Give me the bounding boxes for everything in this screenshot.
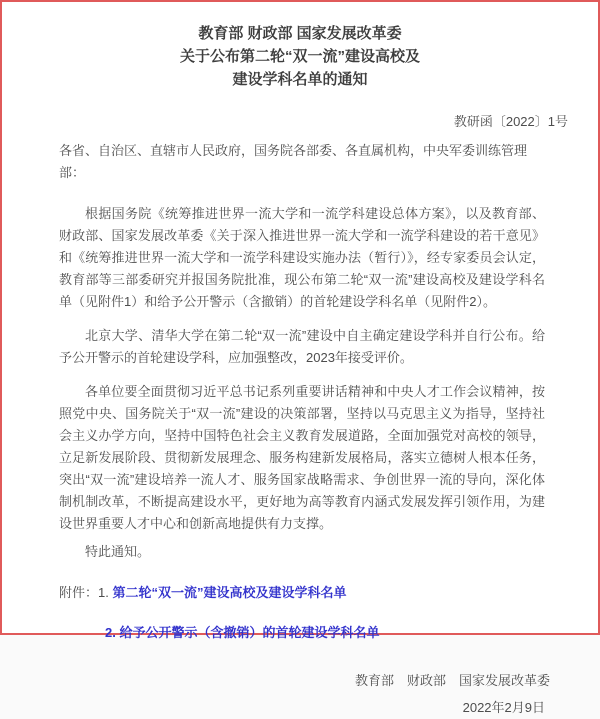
attachments-label: 附件： — [59, 585, 99, 600]
attachment-link-1[interactable]: 第二轮“双一流”建设高校及建设学科名单 — [112, 585, 347, 600]
attachment-link-2[interactable] — [105, 625, 379, 640]
document-title — [2, 22, 598, 91]
salutation: 各省、自治区、直辖市人民政府，国务院各部委、各直属机构，中央军委训练管理部： — [59, 143, 528, 180]
document-number: 教研函〔2022〕1号 — [453, 114, 568, 129]
title-line-2: 关于公布第二轮“双一流”建设高校及 — [179, 48, 420, 65]
title-line-3: 建设学科名单的通知 — [232, 71, 368, 88]
attachment-2-text: 给予公开警示（含撤销）的首轮建设学科名单 — [119, 625, 380, 640]
paragraph-requirements: 各单位要全面贯彻习近平总书记系列重要讲话精神和中央人才工作会议精神，按照党中央、国务院关于“双一流”建设的决策部署，坚持以马克思主义为指导，坚持社会主义办学方向，坚持中国特色社会主义教育发展道路，全面加强党对高校的领导，立足新发展阶段、贯彻新发展理念、服务构建新发展格局，落实立德树人根本任务，突出“双一流”建设培养一流人才、服务国家战略需求、争创世界一流的导向，深化体制机制改革，不断提高建设水平，更好地为高等教育内涵式发展发挥引领作用，为建设世界重要人才中心和创新高地提供有力支撑。 — [59, 384, 545, 531]
paragraph-pku-thu: 北京大学、清华大学在第二轮“双一流”建设中自主确定建设学科并自行公布。给予公开警示的首轮建设学科，应加强整改，2023年接受评价。 — [59, 328, 545, 365]
issue-date: 2022年2月9日 — [462, 700, 545, 715]
document-body — [2, 140, 598, 719]
title-line-1: 教育部 财政部 国家发展改革委 — [198, 25, 402, 42]
issuing-agencies-signature: 教育部 财政部 国家发展改革委 — [354, 673, 550, 688]
attachment-2-number: 2. — [105, 625, 120, 640]
attachment-line-2 — [2, 622, 598, 644]
closing-line: 特此通知。 — [85, 544, 151, 559]
paragraph-basis: 根据国务院《统筹推进世界一流大学和一流学科建设总体方案》，以及教育部、财政部、国家发展改革委《关于深入推进世界一流大学和一流学科建设的若干意见》和《统筹推进世界一流大学和一流学科建设实施办法（暂行）》，经专家委员会认定，教育部等三部委研究并报国务院批准，现公布第二轮“双一流”建设高校及建设学科名单（见附件1）和给予公开警示（含撤销）的首轮建设学科名单（见附件2）。 — [59, 206, 545, 309]
attachment-line-1 — [2, 582, 598, 604]
attachment-1-number: 1. — [98, 585, 113, 600]
